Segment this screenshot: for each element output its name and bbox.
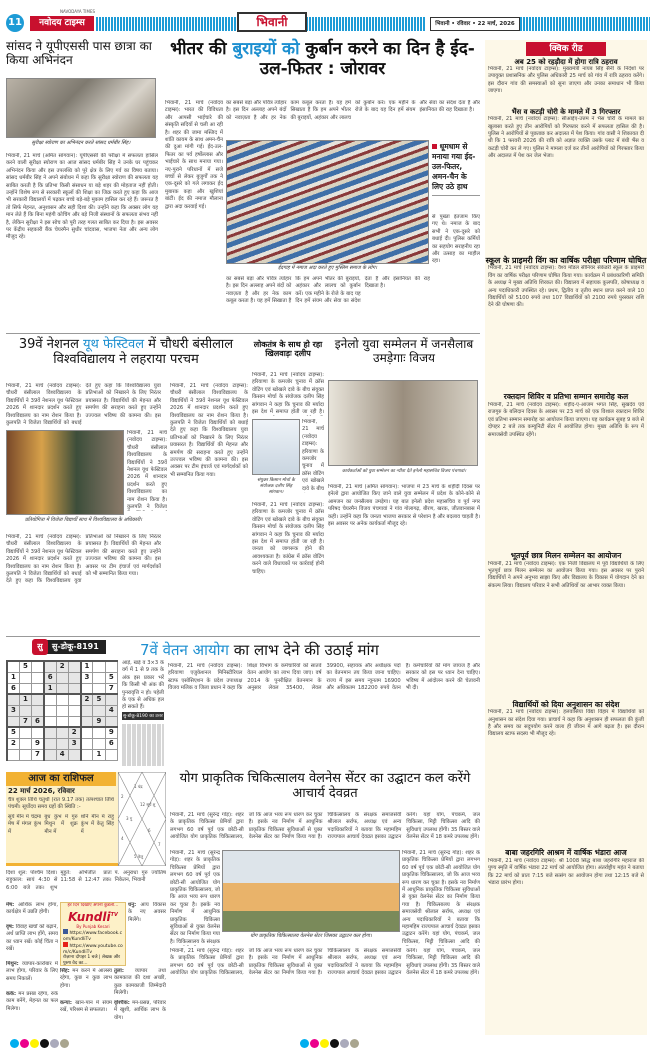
kundli-label: 6 — [148, 828, 151, 833]
left-top-caption: सुरीक्षा स्योराण का अभिनंदन करते सांसद धर्मबीर सिंह। — [31, 140, 131, 146]
sudoku-cell — [32, 672, 44, 683]
eid-side-body: से पुख्ता इंतजाम किए गए थे। नमाज के बाद सभी ने एक-दूसरे को बधाई दी। पुलिस कर्मियों का सहयोग सराहनीय रहा और उत्साह का माहौल रहा। — [432, 214, 480, 265]
sudoku-cell — [19, 672, 31, 683]
main-headline — [165, 40, 480, 79]
sudoku-grid — [6, 660, 118, 761]
sudoku-cell — [32, 727, 44, 738]
kundli-label: 5 केतु — [134, 854, 144, 859]
sudoku-cell — [105, 661, 117, 672]
sudoku-cell: 9 — [105, 727, 117, 738]
yoga-body-4: भिवानी, 21 मार्च (सुरेन्द्र गोड़): शहर के प्राकृतिक चिकित्सा प्रेमियों द्वारा लगभग 60 वर्ष पूर्व एक छोटी-सी आयोजित योग प्राकृतिक चिकित्सालय, जो कि आज भव्य रूप धारण कर चुका है। इसके नव निर्माण में आधुनिक प्राकृतिक चिकित्सा सुविधाओं से युक्त वेलनेस सेंटर का निर्माण किया गया है। चिकित्सालय के संरक्षक समाजसेवी श्रीलाल सर्राफ, अध्यक्ष एवं अन्य पदाधिकारियों ने बताया कि महामहिम राज्यपाल आचार्य देवव्रत इसका उद्घाटन करेंगे। यहां योग, पंचकर्म, जल चिकित्सा, मिट्टी चिकित्सा आदि की सुविधाएं उपलब्ध होंगी। 35 बिस्तर वाले वेलनेस सेंटर में 18 कमरे उपलब्ध होंगे। — [170, 948, 480, 977]
left-top-body: भिवानी, 21 मार्च (अमित सांगवान): यूपीएससी की परीक्षा में सफलता हासिल करने वाली सुरीक्षा स्योराण का आज सांसद धर्मबीर सिंह ने उनके घर पहुंचकर अभिनंदन किया और इस उपलब्धि को पूरे क्षेत्र के लिए गर्व का विषय बताया। सांसद धर्मबीर सिंह ने अपने संबोधन में कहा कि सुरीक्षा स्योराण की सफलता यह साबित करती है कि प्रतिभा किसी संसाधन या बड़े शहर की मोहताज नहीं होती। उन्होंने विशेष रूप से सरकारी स्कूलों की शिक्षा का जिक्र करते हुए कहा कि आज भी सरकारी विद्यालयों में पढ़कर बच्चे बड़े-बड़े मुकाम हासिल कर रहे हैं। जरूरत है तो सिर्फ मेहनत, अनुशासन और सही दिशा की। उन्होंने कहा कि अक्सर लोग यह मान लेते हैं कि बिना महंगी कोचिंग और बड़े निजी संस्थानों के सफलता संभव नहीं है, लेकिन सुरीक्षा ने इस सोच को पूरी तरह गलत साबित कर दिया है। इस अवसर पर केंद्रीय सहकारी बैंक चेयरमैन सुधीर चांदवास, भाजपा नेता और अन्य लोग मौजूद रहे। — [6, 153, 158, 241]
yoga-caption: योग प्राकृतिक चिकित्सालय वेलनेस सेंटर जिसका उद्घाटन कल होगा। — [250, 933, 372, 939]
sign-kanya: कन्या: खान-पान में संयम रखें, परिश्रम से सफलता। — [60, 1000, 112, 1014]
sudoku-cell: 2 — [56, 661, 68, 672]
sign-mesh: मेष: आर्थिक लाभ होगा, कार्यक्षेत्र में उन्नति होगी। — [6, 902, 58, 916]
sudoku-cell — [81, 738, 93, 749]
sudoku-cell — [105, 694, 117, 705]
main-body-top: का सबसे बड़ा और पवित्र त्योहार है। इस दिन अल्लाह अपने बंदों को नवाज़ता है और हर नेक काम कबूल करता है। यह हमें सिखाता है कि हम अपने भीतर की बुराइयों, अहंकार और लालच को कुर्बान करें। एक महीने के रोजे के बाद यह दिन हमें संयम और सेवा का संदेश देता है और इंसानियत की राह दिखाता है। — [226, 100, 480, 121]
masthead-logo: नवोदय टाइम्स — [30, 16, 94, 31]
planet-position: बुध कुंभ में गुरु मिथुन में शुक्र मीन में — [44, 813, 78, 835]
kundli-label: 1 चंद्र — [134, 784, 143, 789]
quick-read-headline-3: स्कूल के प्राइमरी विंग का वार्षिक परीक्षा परिणाम घोषित — [485, 256, 647, 266]
youth-winners-photo — [6, 430, 124, 515]
inelo-caption: कार्यकर्ताओं को युवा सम्मेलन का न्यौता देते इनेलो महासचिव विजय पंचगावां। — [341, 469, 467, 474]
kundli-label: 4 — [121, 836, 124, 841]
sudoku-cell: 9 — [32, 738, 44, 749]
sudoku-cell: 5 — [93, 694, 105, 705]
sudoku-cell — [44, 749, 56, 760]
youth-body-1: भिवानी, 21 मार्च (नवोदय टाइम्स): चौधरी बंसीलाल विश्वविद्यालय के विद्यार्थियों ने 39वें नेशनल यूथ फेस्टिवल 2026 में शानदार प्रदर्शन करते हुए विश्वविद्यालय का नाम रोशन किया है। कुलपति ने विजेता विद्यार्थियों को बधाई देते हुए कहा कि विश्वविद्यालय युवा प्रतिभाओं को निखारने के लिए निरंतर प्रयासरत है। विद्यार्थियों की मेहनत और समर्पण की सराहना करते हुए उन्होंने उज्ज्वल भविष्य की कामना की। इस — [6, 383, 161, 427]
sudoku-cell — [93, 705, 105, 716]
sudoku-cell — [68, 672, 80, 683]
sudoku-instructions: आड़े, खड़े व 3×3 के वर्ग में 1 से 9 तक के अंक इस प्रकार भरें कि किसी भी अंक की पुनरावृत्ति न हो। पहेली के एक से अधिक हल हो सकते हैं। — [122, 660, 164, 710]
sudoku-cell — [68, 683, 80, 694]
sudoku-cell — [56, 705, 68, 716]
sudoku-cell — [68, 749, 80, 760]
sudoku-cell: 6 — [7, 683, 19, 694]
quick-read-body-7: भिवानी, 21 मार्च (नवोदय टाइम्स): श्री 1008 सिद्ध बाबा जहरगिरि महाराज की पुण्य स्मृति में वार्षिक भंडारा 22 मार्च को आयोजित होगा। अंतर्राष्ट्रीय महंत ने बताया कि 22 मार्च को प्रातः 7:15 बजे सत्संग का आयोजन होगा तथा 12:15 बजे से भंडारा प्रारंभ होगा। — [488, 857, 644, 886]
eid-prayer-photo — [226, 140, 429, 264]
sign-vrishchik: वृश्चिक: मन-प्रसन्न, परिवार में खुशी, आर्थिक लाभ के योग। — [114, 1000, 166, 1021]
sudoku-cell — [56, 727, 68, 738]
sign-mithun: मिथुन: व्यापार-कारोबार में लाभ होगा, परिवार के लिए समय निकालें। — [6, 961, 58, 982]
inelo-body: भिवानी, 21 मार्च (अमित सांगवान): भाजपा में 23 मार्च के शहीदी दिवस पर इनेलो द्वारा आयोजित किए जाने वाले युवा सम्मेलन में प्रदेश के कोने-कोने से आमजन का जनसैलाब उमड़ेगा। यह बात इनेलो प्रदेश महासचिव व पूर्व नगर परिषद चेयरमैन विजय पंचगावां ने गांव गोलागढ़, बीरण, खरक, जीतवानबास में कही। उन्होंने कहा कि जनता भाजपा सरकार से परेशान है और बदलाव चाहती है। इस अवसर पर अनेक कार्यकर्ता मौजूद रहे। — [328, 484, 480, 528]
sudoku-cell — [105, 716, 117, 727]
facebook-link[interactable]: https://www.facebook.com/KundliTv — [63, 931, 123, 942]
planet-position: शनि मीन में राहु कुंभ में केतु सिंह में — [80, 813, 114, 835]
page-number: 11 — [6, 14, 24, 32]
youtube-icon — [63, 942, 68, 947]
ad-tagline: हर दिन दिखाएं अपनी कुंडली... — [67, 903, 119, 908]
youth-headline — [6, 338, 246, 368]
sudoku-cell: 6 — [105, 738, 117, 749]
kundli-label: 12 सूर्य शु — [140, 802, 156, 807]
sudoku-cell: 2 — [7, 738, 19, 749]
sudoku-cell — [56, 672, 68, 683]
sudoku-cell: 1 — [44, 683, 56, 694]
youth-headline-part2: में चौधरी बंसीलाल विश्वविद्यालय ने लहराया परचम — [53, 337, 234, 367]
quick-read-body-3: भिवानी, 21 मार्च (नवोदय टाइम्स): वैश्य मॉडल सीनियर सेकेंडरी स्कूल के प्राइमरी विंग का वार्षिक परीक्षा परिणाम घोषित किया गया। कार्यक्रम में प्रबंधकारिणी समिति के अध्यक्ष ने मुख्य अतिथि शिरकत की। विद्यालय में सहायक कुलपति, कोषाध्यक्ष व अन्य पदाधिकारी उपस्थित रहे। प्रथम, द्वितीय व तृतीय स्थान प्राप्त करने वाले 10 विद्यार्थियों को 5100 रुपये तथा 107 विद्यार्थियों को 2100 रुपये पुरस्कार राशि देने की घोषणा की। — [488, 265, 644, 309]
dalip-body-1: भिवानी, 21 मार्च (नवोदय टाइम्स): हरियाणा के कमजोर चुनाव में क्रॉस वोटिंग एवं खोखले दावे के बीच संयुक्त किसान मोर्चा के संयोजक दलीप सिंह सांगवान ने कहा कि चुनाव की मर्यादा इस देश में समाप्त होती जा रही है। — [252, 372, 324, 416]
sudoku-cell: 1 — [81, 661, 93, 672]
sudoku-cell: 9 — [93, 716, 105, 727]
yoga-headline: योग प्राकृतिक चिकित्सालय वेलनेस सेंटर का उद्घाटन कल करेंगे आचार्य देवव्रत — [179, 771, 471, 801]
dalip-body-2: भिवानी, 21 मार्च (नवोदय टाइम्स): हरियाणा के कमजोर चुनाव में क्रॉस वोटिंग एवं खोखले दावे के बीच — [302, 419, 324, 492]
pay-body: भिवानी, 21 मार्च (नवोदय टाइम्स): हरियाणा एजुकेशनल मिनिस्टीरियल स्टाफ एसोसिएशन के प्रदेश उपाध्यक्ष विजय मलिक व जिला प्रधान ने कहा कि शिक्षा विभाग के कर्मचारियों को सातवें वेतन आयोग का लाभ दिया जाए। वर्ष 2014 के पुनरीक्षित वेतनमान के अनुसार लेवल 35400, लेवल 39900, सहायक और अधीक्षक पदों का वेतनमान तय किया जाना चाहिए। राज्य में इस समय न्यूनतम 16900 और अधिकतम 182200 रुपये वेतन है। कर्मचारियों की मांग जायज है और सरकार को इस पर ध्यान देना चाहिए। भविष्य में आंदोलन करने की चेतावनी भी दी। — [168, 663, 480, 692]
sudoku-cell: 2 — [68, 727, 80, 738]
planet-position: सूर्य मीन में चंद्रमा मेष में मंगल कुंभ में — [8, 813, 42, 835]
dalip-portrait — [252, 419, 300, 475]
quick-read-body-6: भिवानी, 21 मार्च (नवोदय टाइम्स): हलवासिया विद्या विहार में विद्यार्थियों को अनुशासन का संदेश दिया गया। प्राचार्य ने कहा कि अनुशासन ही सफलता की कुंजी है और समय का सदुपयोग करने वाला ही जीवन में आगे बढ़ता है। इस दौरान विद्यालय स्टाफ सदस्य भी मौजूद रहे। — [488, 709, 644, 738]
quick-read-headline-2: भैंस व कटड़ी चोरी के मामले में 3 गिरफ्तार — [511, 108, 621, 117]
dalip-body-3: भिवानी, 21 मार्च (नवोदय टाइम्स): हरियाणा के कमजोर चुनाव में क्रॉस वोटिंग एवं खोखले दावे के बीच संयुक्त किसान मोर्चा के संयोजक दलीप सिंह सांगवान ने कहा कि चुनाव की मर्यादा इस देश में समाप्त होती जा रही है। जनता को जागरूक होने की आवश्यकता है। कांग्रेस में क्रॉस वोटिंग करने वाले विधायकों पर कार्रवाई होनी चाहिए। — [252, 502, 324, 575]
kundli-tv-ad[interactable] — [60, 902, 126, 966]
sudoku-cell: 3 — [81, 672, 93, 683]
quick-read-headline-6: विद्यार्थियों को दिया अनुशासन का संदेश — [512, 699, 620, 709]
planet-positions — [6, 812, 116, 838]
sign-singh: सिंह: मन करने में आलस्य रहेगा, कुछ न कुछ लाभ होगा। — [60, 968, 112, 989]
sudoku-badge: सु — [32, 639, 48, 655]
youth-headline-part1: 39वें नेशनल — [18, 337, 84, 352]
divider — [6, 636, 480, 637]
facebook-icon — [63, 929, 68, 934]
section-title: भिवानी — [237, 12, 307, 32]
main-body-left: भिवानी, 21 मार्च (नवोदय टाइम्स): भारत की विविधता और आपसी भाईचारे की संस्कृति सदियों से चली आ रही है। शहर की जामा मस्जिद में शांति कायम के साथ अमन-चैन की दुआ मांगी गई। ईद-उल-फितर का पर्व हर्षोल्लास और भाईचारे के साथ मनाया गया। नए-पुराने परिधानों में सजे बच्चों से लेकर बुजुर्गों तक ने एक-दूसरे को गले लगाकर ईद मुबारक कहा और खुशियां बांटीं। ईद की नमाज मौलाना द्वारा अदा करवाई गई। — [165, 100, 223, 210]
sudoku-cell — [81, 749, 93, 760]
kundli-label: 3 गु — [126, 816, 133, 821]
kundli-labels — [118, 772, 166, 866]
sudoku-cell — [44, 727, 56, 738]
ad-show-time: रोज़ाना दोपहर 1 बजे | लेखक और पुरुष वेद का... — [63, 955, 121, 966]
sudoku-cell — [19, 738, 31, 749]
sudoku-cell — [44, 705, 56, 716]
sudoku-cell: 3 — [7, 705, 19, 716]
quick-read-headline-1: अब 25 को रहड़ौदा में होगा रात्रि ठहराव — [514, 58, 618, 66]
rashifal-signs — [6, 902, 58, 1030]
sudoku-title — [36, 640, 106, 654]
quick-read-headline-5: भूतपूर्व छात्र मिलन सम्मेलन का आयोजन — [510, 550, 622, 560]
sudoku-cell — [93, 661, 105, 672]
inelo-group-photo — [328, 380, 478, 466]
sudoku-cell — [19, 727, 31, 738]
youth-body-2: भिवानी, 21 मार्च (नवोदय टाइम्स): चौधरी बंसीलाल विश्वविद्यालय के विद्यार्थियों ने 39वें नेशनल यूथ फेस्टिवल 2026 में शानदार प्रदर्शन करते हुए विश्वविद्यालय का नाम रोशन किया है। कुलपति ने विजेता — [127, 430, 167, 511]
sudoku-cell: 7 — [19, 716, 31, 727]
sign-dhanu-name: धनु: — [128, 902, 137, 908]
sudoku-cell — [68, 716, 80, 727]
sudoku-cell — [68, 694, 80, 705]
quick-read-body-4: भिवानी, 21 मार्च (नवोदय टाइम्स): शहीद-ए-आजम भगत सिंह, सुखदेव एवं राजगुरु के बलिदान दिवस के अवसर पर 23 मार्च को एक विशाल रक्तदान शिविर एवं प्रतिभा सम्मान समारोह का आयोजन किया जाएगा। यह कार्यक्रम सुबह 9 बजे से दोपहर 2 बजे तक कम्युनिटी सेंटर में आयोजित होगा। मुख्य अतिथि के रूप में समाजसेवी उपस्थित रहेंगे। — [488, 401, 644, 438]
sudoku-answer-title: सु-डोकू-8190 का उत्तर — [123, 714, 163, 719]
masthead-small: NAVODAYA TIMES — [60, 9, 96, 14]
sudoku-cell — [32, 683, 44, 694]
main-headline-part2: कुर्बान करने का दिन है ईद-उल-फितर : जोरावर — [259, 39, 475, 79]
sudoku-cell — [44, 738, 56, 749]
sudoku-cell: 4 — [56, 749, 68, 760]
quick-read-body-2: भिवानी, 21 मार्च (नवोदय टाइम्स): सीआईए-उत्तम ने भैंस चोरी के मामले का खुलासा करते हुए तीन आरोपियों को गिरफ्तार करने में सफलता हासिल की है। पुलिस ने आरोपियों से पूछताछ कर अदालत में पेश किया। गांव वासी ने शिकायत दी थी कि 1 फरवरी 2026 की रात्रि को अज्ञात व्यक्ति उसके प्लाट में बंधी भैंस व कटड़ी चोरी कर ले गए। पुलिस ने मामला दर्ज कर तीनों आरोपियों को गिरफ्तार किया और अदालत में पेश कर जेल भेजा। — [488, 116, 644, 160]
sign-kark: कर्क: मन प्रसन्न रहेगा, रुके काम बनेंगे, मेहनत का फल मिलेगा। — [6, 991, 58, 1012]
sudoku-cell — [32, 694, 44, 705]
quick-read-body-1: भिवानी, 21 मार्च (नवोदय टाइम्स): मुख्यमंत्री नायब सिंह सैनी के निर्देशों पर उपायुक्त प्रशासनिक और पुलिस अधिकारी 25 मार्च को गांव में रात्रि ठहराव करेंगे। इस दौरान गांव की समस्याओं को सुना जाएगा और उनका समाधान भी किया जाएगा। — [488, 66, 644, 95]
sudoku-cell — [19, 683, 31, 694]
quick-read-headline-7: बाबा जहरगिरि आश्रम में वार्षिक भंडारा आज — [505, 848, 627, 858]
eid-side-heading-text: धूमधाम से मनाया गया ईद-उल-फितर, अमन-चैन के लिए उठे हाथ — [432, 142, 476, 191]
quick-read-body-5: भिवानी, 21 मार्च (नवोदय टाइम्स): एक निजी विद्यालय में पूर्व विद्यार्थियों के लिए भूतपूर्व छात्र मिलन सम्मेलन का आयोजन किया गया। इस अवसर पर पुराने विद्यार्थियों ने अपने अनुभव साझा किए और विद्यालय के विकास में योगदान देने का संकल्प लिया। विद्यालय परिवार ने सभी अतिथियों का आभार व्यक्त किया। — [488, 560, 644, 589]
eid-photo-caption: ईदगाह में नमाज अदा करते हुए मुस्लिम समाज के लोग। — [277, 265, 378, 271]
header-stripes-right — [520, 17, 650, 31]
quick-read-headline-4: रक्तदान शिविर व प्रतिभा सम्मान समारोह कल — [503, 392, 629, 402]
sudoku-cell: 3 — [68, 738, 80, 749]
ad-byline: By Punjab Kesari — [76, 923, 110, 929]
sudoku-title-text: सु-डोकू-8191 — [52, 642, 99, 651]
sudoku-cell: 7 — [32, 749, 44, 760]
main-body-bottom: का सबसे बड़ा और पवित्र त्योहार है। इस दिन अल्लाह अपने बंदों को नवाज़ता है और हर नेक काम कबूल करता है। यह हमें सिखाता है कि हम अपने भीतर की बुराइयों, अहंकार और लालच को कुर्बान करें। एक महीने के रोजे के बाद यह दिन हमें संयम और सेवा का संदेश देता है और इंसानियत की राह दिखाता है। — [226, 276, 430, 305]
sudoku-cell — [7, 749, 19, 760]
bullet-icon — [432, 144, 437, 149]
wellness-center-photo — [222, 850, 400, 932]
sudoku-cell: 1 — [19, 694, 31, 705]
youtube-link[interactable]: https://www.youtube.com/c/KundliTv — [63, 944, 123, 955]
sudoku-cell: 2 — [81, 694, 93, 705]
dalip-caption: संयुक्त किसान मोर्चा के संयोजक दलीप सिंह सांगवान। — [257, 478, 295, 495]
sign-vrish: वृष: विवाह खर्चों को बढ़ाने, अर्थ प्राप्ति लाभ होंगे, समय का ध्यान रखें। कोई चिंता न रखें। — [6, 924, 58, 953]
sudoku-cell — [19, 705, 31, 716]
dateline: भिवानी • रविवार • 22 मार्च, 2026 — [430, 17, 520, 31]
sudoku-cell: 6 — [32, 716, 44, 727]
sudoku-cell: 5 — [19, 661, 31, 672]
sudoku-cell — [68, 705, 80, 716]
youth-body-3: भिवानी, 21 मार्च (नवोदय टाइम्स): चौधरी बंसीलाल विश्वविद्यालय के विद्यार्थियों ने 39वें नेशनल यूथ फेस्टिवल 2026 में शानदार प्रदर्शन करते हुए विश्वविद्यालय का नाम रोशन किया है। कुलपति ने विजेता विद्यार्थियों को बधाई देते हुए कहा कि विश्वविद्यालय युवा प्रतिभाओं को निखारने के लिए निरंतर प्रयासरत है। विद्यार्थियों की मेहनत और समर्पण की सराहना करते हुए उन्होंने उज्ज्वल भविष्य की कामना की। इस अवसर पर टीम इंचार्ज एवं मार्गदर्शकों को भी सम्मानित किया गया। — [6, 534, 161, 585]
sudoku-cell — [93, 738, 105, 749]
youth-body-4: भिवानी, 21 मार्च (नवोदय टाइम्स): चौधरी बंसीलाल विश्वविद्यालय के विद्यार्थियों ने 39वें नेशनल यूथ फेस्टिवल 2026 में शानदार प्रदर्शन करते हुए विश्वविद्यालय का नाम रोशन किया है। कुलपति ने विजेता विद्यार्थियों को बधाई देते हुए कहा कि विश्वविद्यालय युवा प्रतिभाओं को निखारने के लिए निरंतर प्रयासरत है। विद्यार्थियों की मेहनत और समर्पण की सराहना करते हुए उन्होंने उज्ज्वल भविष्य की कामना की। इस अवसर पर टीम इंचार्ज एवं मार्गदर्शकों को भी सम्मानित किया गया। — [170, 383, 248, 478]
sudoku-cell — [81, 716, 93, 727]
pay-headline-part1: 7वें वेतन आयोग — [140, 641, 229, 659]
sign-tula: तुला: व्यापार तथा कामकाज की दशा अच्छी, कुछ कामकाजी जिम्मेदारी मिलेगी। — [114, 968, 166, 997]
main-headline-part1: भीतर की — [170, 39, 233, 59]
sudoku-cell — [7, 694, 19, 705]
sudoku-cell — [56, 694, 68, 705]
inelo-headline: इनेलो युवा सम्मेलन में जनसैलाब उमड़ेगाः विजय — [334, 337, 474, 365]
kundli-logo: Kundli$^{TV}$ — [68, 909, 118, 924]
quick-read-column — [485, 40, 647, 1035]
yoga-body-3: भिवानी, 21 मार्च (सुरेन्द्र गोड़): शहर के प्राकृतिक चिकित्सा प्रेमियों द्वारा लगभग 60 वर्ष पूर्व एक छोटी-सी आयोजित योग प्राकृतिक चिकित्सालय, जो कि आज भव्य रूप धारण कर चुका है। इसके नव निर्माण में आधुनिक प्राकृतिक चिकित्सा सुविधाओं से युक्त वेलनेस सेंटर का निर्माण किया गया है। चिकित्सालय के संरक्षक समाजसेवी श्रीलाल सर्राफ, अध्यक्ष एवं अन्य पदाधिकारियों ने बताया कि महामहिम राज्यपाल आचार्य देवव्रत इसका उद्घाटन करेंगे। यहां योग, पंचकर्म, जल चिकित्सा, मिट्टी चिकित्सा आदि की — [402, 850, 480, 945]
pay-headline-part2: का लाभ देने की उठाई मांग — [229, 641, 379, 659]
kundli-label: 7 — [158, 842, 161, 847]
sudoku-cell — [7, 716, 19, 727]
sudoku-cell — [19, 749, 31, 760]
youth-headline-highlight: यूथ फेस्टिवल — [83, 337, 145, 352]
mp-felicitation-photo — [6, 78, 156, 138]
sudoku-cell: 7 — [105, 683, 117, 694]
sudoku-cell — [32, 705, 44, 716]
sudoku-cell — [56, 716, 68, 727]
sudoku-cell — [44, 694, 56, 705]
sudoku-cell — [56, 738, 68, 749]
sign-dhanu — [128, 902, 166, 966]
dalip-headline: लोकतंत्र के साथ हो रहा खिलवाड़ः दलीप — [253, 340, 323, 359]
sudoku-cell — [44, 716, 56, 727]
sudoku-cell — [81, 727, 93, 738]
sudoku-cell: 5 — [105, 672, 117, 683]
left-top-headline: सांसद ने यूपीएससी पास छात्रा का किया अभिनंदन — [6, 39, 152, 67]
muhurat-text: दिशा शूल: पश्चिम दिशा। राहुकाल: सायं 4:30 से 6:00 बजे तक। शुभ मुहूर्त: अभिजीत प्रातः 11:58 से 12:47 तक। पं. अनुराधा गुरु ज्योतिष निकेतन, भिवानी — [6, 870, 166, 891]
rashifal-date: 22 मार्च 2026, रविवार — [8, 787, 75, 795]
pay-headline — [140, 642, 480, 659]
sudoku-cell — [68, 661, 80, 672]
sudoku-cell: 5 — [7, 727, 19, 738]
sudoku-cell — [105, 749, 117, 760]
sudoku-answer-grid — [122, 724, 164, 766]
youth-caption: प्रतियोगिता में विजेता विद्यार्थी साथ में विश्वविद्यालय के अधिकारी। — [24, 517, 143, 523]
divider — [6, 333, 480, 334]
rashifal-tithi: चैत्र शुक्ल तिथि चतुर्थी (रात 9.17 तक) तत्पश्चात तिथि पंचमी। सूर्योदय समय ग्रहों की स्थिति :- — [8, 797, 114, 811]
quick-read-banner: क्विक रीड — [526, 42, 606, 56]
sudoku-cell — [93, 727, 105, 738]
eid-side-heading — [432, 142, 480, 196]
main-headline-highlight: बुराइयों को — [232, 39, 300, 59]
sudoku-cell: 1 — [93, 749, 105, 760]
sudoku-cell — [93, 672, 105, 683]
sudoku-cell: 1 — [7, 672, 19, 683]
sudoku-cell — [44, 661, 56, 672]
sudoku-cell — [56, 683, 68, 694]
rashifal-signs-2 — [60, 968, 166, 1030]
sudoku-cell — [81, 683, 93, 694]
sudoku-cell — [32, 661, 44, 672]
rashifal-title: आज का राशिफल — [6, 772, 116, 786]
yoga-body-2: भिवानी, 21 मार्च (सुरेन्द्र गोड़): शहर के प्राकृतिक चिकित्सा प्रेमियों द्वारा लगभग 60 वर्ष पूर्व एक छोटी-सी आयोजित योग प्राकृतिक चिकित्सालय, जो कि आज भव्य रूप धारण कर चुका है। इसके नव निर्माण में आधुनिक प्राकृतिक चिकित्सा सुविधाओं से युक्त वेलनेस सेंटर का निर्माण किया गया है। चिकित्सालय के संरक्षक — [170, 850, 220, 945]
sudoku-cell — [81, 705, 93, 716]
page-header — [0, 8, 650, 40]
yoga-body-1: भिवानी, 21 मार्च (सुरेन्द्र गोड़): शहर के प्राकृतिक चिकित्सा प्रेमियों द्वारा लगभग 60 वर्ष पूर्व एक छोटी-सी आयोजित योग प्राकृतिक चिकित्सालय, जो कि आज भव्य रूप धारण कर चुका है। इसके नव निर्माण में आधुनिक प्राकृतिक चिकित्सा सुविधाओं से युक्त वेलनेस सेंटर का निर्माण किया गया है। चिकित्सालय के संरक्षक समाजसेवी श्रीलाल सर्राफ, अध्यक्ष एवं अन्य पदाधिकारियों ने बताया कि महामहिम राज्यपाल आचार्य देवव्रत इसका उद्घाटन करेंगे। यहां योग, पंचकर्म, जल चिकित्सा, मिट्टी चिकित्सा आदि की सुविधाएं उपलब्ध होंगी। 35 बिस्तर वाले वेलनेस सेंटर में 18 कमरे उपलब्ध होंगे। — [170, 812, 480, 841]
sign-dhanu-text: आय विकास के नए अवसर मिलेंगे। — [128, 902, 166, 923]
sudoku-cell — [93, 683, 105, 694]
sudoku-cell — [7, 661, 19, 672]
kundli-label: 2 — [121, 794, 124, 799]
sudoku-cell: 6 — [44, 672, 56, 683]
sudoku-cell: 4 — [105, 705, 117, 716]
